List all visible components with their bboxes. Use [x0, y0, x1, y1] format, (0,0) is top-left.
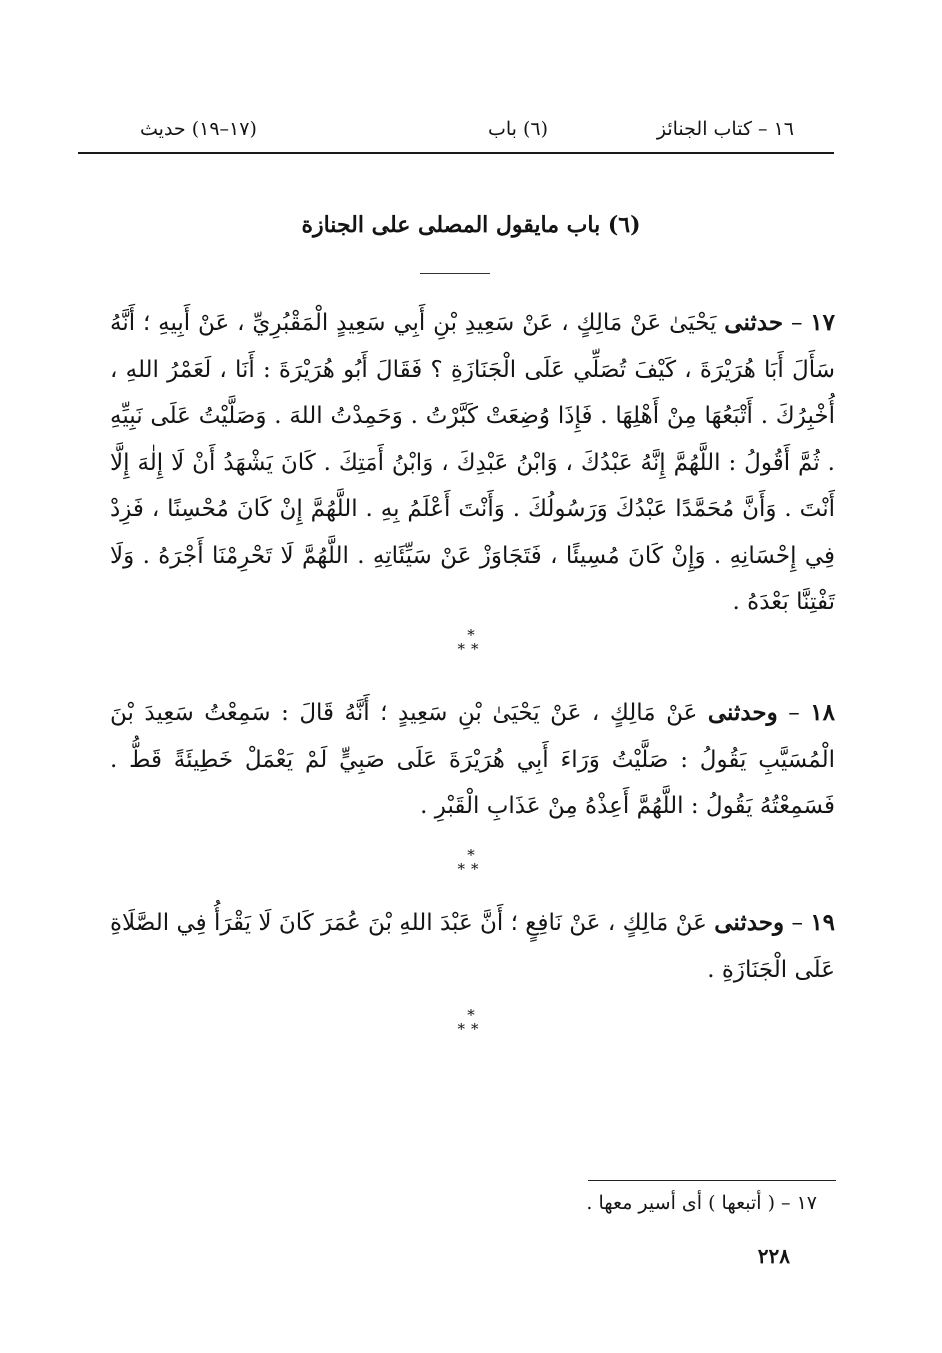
page-number: ٢٢٨: [757, 1244, 790, 1268]
header-rule: [78, 152, 834, 154]
running-header: [78, 112, 834, 146]
hadith-text: عَنْ مَالِكٍ ، عَنْ يَحْيَىٰ بْنِ سَعِيدٍ ؛ أَنَّهُ قَالَ : سَمِعْتُ سَعِيدَ بْنَ الْمُسَيَّبِ يَقُولُ : صَلَّيْتُ وَرَاءَ أَبِي هُرَيْرَةَ عَلَى صَبِيٍّ لَمْ يَعْمَلْ خَطِيئَةً قَطُّ . فَسَمِعْتُهُ يَقُولُ : اللَّهُمَّ أَعِذْهُ مِنْ عَذَابِ الْقَبْرِ .: [110, 700, 835, 819]
hadith-lead-word: حدثنى: [724, 309, 784, 336]
chapter-heading: (٦) باب مايقول المصلى على الجنازة: [301, 212, 641, 238]
hadith-text: يَحْيَىٰ عَنْ مَالِكٍ ، عَنْ سَعِيدِ بْنِ أَبِي سَعِيدٍ الْمَقْبُرِيِّ ، عَنْ أَبِيهِ ؛ أَنَّهُ سَأَلَ أَبَا هُرَيْرَةَ ، كَيْفَ تُصَلِّي عَلَى الْجَنَازَةِ ؟ فَقَالَ أَبُو هُرَيْرَةَ : أَنَا ، لَعَمْرُ اللهِ ، أُخْبِرُكَ . أَتْبَعُهَا مِنْ أَهْلِهَا . فَإِذَا وُضِعَتْ كَبَّرْتُ . وَحَمِدْتُ اللهَ . وَصَلَّيْتُ عَلَى نَبِيِّهِ . ثُمَّ أَقُولُ : اللَّهُمَّ إِنَّهُ عَبْدُكَ ، وَابْنُ عَبْدِكَ ، وَابْنُ أَمَتِكَ . كَانَ يَشْهَدُ أَنْ لَا إِلٰهَ إِلَّا أَنْتَ . وَأَنَّ مُحَمَّدًا عَبْدُكَ وَرَسُولُكَ . وَأَنْتَ أَعْلَمُ بِهِ . اللَّهُمَّ إِنْ كَانَ مُحْسِنًا ، فَزِدْ فِي إِحْسَانِهِ . وَإِنْ كَانَ مُسِيئًا ، فَتَجَاوَزْ عَنْ سَيِّئَاتِهِ . اللَّهُمَّ لَا تَحْرِمْنَا أَجْرَهُ . وَلَا تَفْتِنَّا بَعْدَهُ .: [110, 310, 835, 615]
header-book-title: ١٦ – كتاب الجنائز: [656, 118, 794, 140]
hadith-lead-word: وحدثنى: [714, 909, 785, 936]
asterism-top: *: [467, 846, 475, 864]
asterism-bottom: **: [457, 640, 485, 658]
hadith-number: ١٨: [810, 699, 836, 726]
footnote: ١٧ – ( أتبعها ) أى أسير معها .: [586, 1192, 817, 1214]
hadith-18: ١٨ – وحدثنى عَنْ مَالِكٍ ، عَنْ يَحْيَىٰ بْنِ سَعِيدٍ ؛ أَنَّهُ قَالَ : سَمِعْتُ سَعِيدَ بْنَ الْمُسَيَّبِ يَقُولُ : صَلَّيْتُ وَرَاءَ أَبِي هُرَيْرَةَ عَلَى صَبِيٍّ لَمْ يَعْمَلْ خَطِيئَةً قَطُّ . فَسَمِعْتُهُ يَقُولُ : اللَّهُمَّ أَعِذْهُ مِنْ عَذَابِ الْقَبْرِ .: [110, 699, 836, 819]
hadith-19: ١٩ – وحدثنى عَنْ مَالِكٍ ، عَنْ نَافِعٍ ؛ أَنَّ عَبْدَ اللهِ بْنَ عُمَرَ كَانَ لَا يَقْرَأُ فِي الصَّلَاةِ عَلَى الْجَنَازَةِ .: [110, 909, 836, 983]
hadith-lead-word: وحدثنى: [707, 699, 778, 726]
asterism-bottom: **: [457, 1020, 485, 1038]
hadith-17: ١٧ – حدثنى يَحْيَىٰ عَنْ مَالِكٍ ، عَنْ سَعِيدِ بْنِ أَبِي سَعِيدٍ الْمَقْبُرِيِّ ، عَنْ أَبِيهِ ؛ أَنَّهُ سَأَلَ أَبَا هُرَيْرَةَ ، كَيْفَ تُصَلِّي عَلَى الْجَنَازَةِ ؟ فَقَالَ أَبُو هُرَيْرَةَ : أَنَا ، لَعَمْرُ اللهِ ، أُخْبِرُكَ . أَتْبَعُهَا مِنْ أَهْلِهَا . فَإِذَا وُضِعَتْ كَبَّرْتُ . وَحَمِدْتُ اللهَ . وَصَلَّيْتُ عَلَى نَبِيِّهِ . ثُمَّ أَقُولُ : اللَّهُمَّ إِنَّهُ عَبْدُكَ ، وَابْنُ عَبْدِكَ ، وَابْنُ أَمَتِكَ . كَانَ يَشْهَدُ أَنْ لَا إِلٰهَ إِلَّا أَنْتَ . وَأَنَّ مُحَمَّدًا عَبْدُكَ وَرَسُولُكَ . وَأَنْتَ أَعْلَمُ بِهِ . اللَّهُمَّ إِنْ كَانَ مُحْسِنًا ، فَزِدْ فِي إِحْسَانِهِ . وَإِنْ كَانَ مُسِيئًا ، فَتَجَاوَزْ عَنْ سَيِّئَاتِهِ . اللَّهُمَّ لَا تَحْرِمْنَا أَجْرَهُ . وَلَا تَفْتِنَّا بَعْدَهُ .: [110, 309, 836, 615]
footnote-rule: [588, 1180, 836, 1181]
chapter-rule: [420, 273, 490, 274]
asterism-bottom: **: [457, 860, 485, 878]
hadith-number: ١٩: [810, 909, 836, 936]
asterism-top: *: [467, 1006, 475, 1024]
hadith-text: عَنْ مَالِكٍ ، عَنْ نَافِعٍ ؛ أَنَّ عَبْدَ اللهِ بْنَ عُمَرَ كَانَ لَا يَقْرَأُ فِي الصَّلَاةِ عَلَى الْجَنَازَةِ .: [110, 910, 835, 983]
hadith-number: ١٧: [810, 309, 836, 336]
asterism-divider: [0, 848, 942, 876]
asterism-top: *: [467, 626, 475, 644]
header-hadith-range: (١٧–١٩) حديث: [140, 118, 257, 140]
asterism-divider: [0, 1008, 942, 1036]
asterism-divider: [0, 628, 942, 656]
header-chapter-label: (٦) باب: [488, 118, 549, 140]
